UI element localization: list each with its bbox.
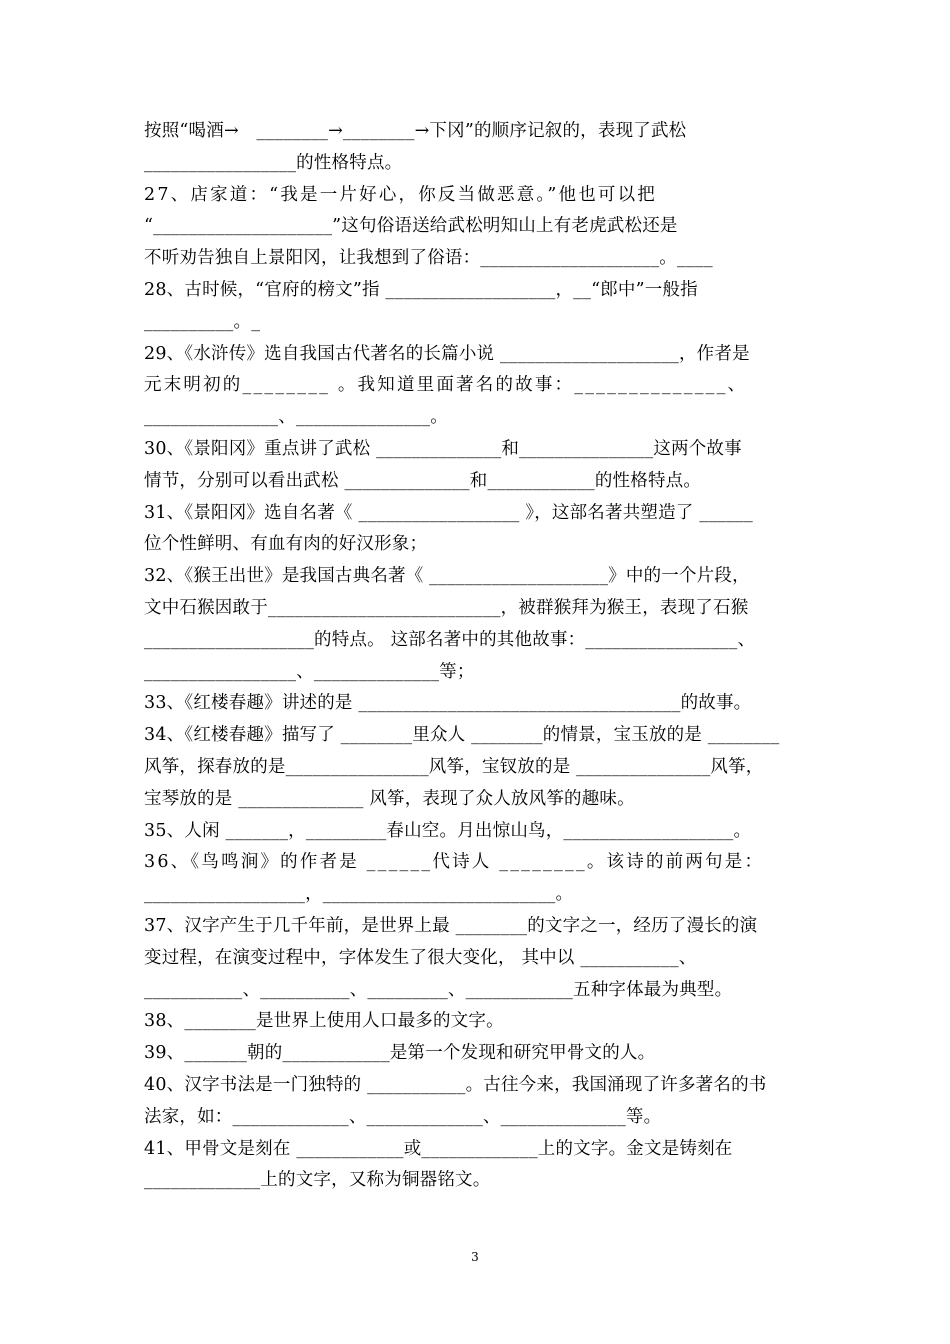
text-line: 位个性鲜明、有血有肉的好汉形象；: [144, 534, 428, 555]
text-line: 按照“喝酒→ ________→________→下冈”的顺序记叙的，表现了武松: [144, 121, 687, 141]
text-line: _____________上的文字，又称为铜器铭文。: [144, 1170, 491, 1191]
text-line: ___________、__________、_________、____________五种字体最为典型。: [144, 979, 733, 1000]
text-line: 28、古时候，“官府的榜文”指 ___________________，__“郎中”一般指: [144, 279, 698, 300]
text-line: 36、《鸟鸣涧》的作者是 ______代诗人 ________。该诗的前两句是：: [144, 852, 765, 873]
text-line: 法家，如：_____________、_____________、______________等。: [144, 1106, 662, 1127]
text-line: 33、《红楼春趣》讲述的是 ____________________________________的故事。: [144, 693, 752, 714]
text-line: 34、《红楼春趣》描写了 ________里众人 ________的情景，宝玉放的是 ________: [144, 725, 780, 746]
text-line: 31、《景阳冈》选自名著《 __________________ 》，这部名著共塑造了 ______: [144, 502, 753, 523]
text-line: “____________________”这句俗语送给武松明知山上有老虎武松还是: [144, 216, 678, 237]
text-line: 39、_______朝的____________是第一个发现和研究甲骨文的人。: [144, 1043, 656, 1064]
text-line: 风筝，探春放的是________________风筝，宝钗放的是 _______________风筝，: [144, 756, 764, 777]
text-line: 37、汉字产生于几千年前，是世界上最 ________的文字之一，经历了漫长的演: [144, 915, 758, 936]
text-line: 38、________是世界上使用人口最多的文字。: [144, 1011, 504, 1032]
text-line: 变过程，在演变过程中，字体发生了很大变化， 其中以 ___________、: [144, 947, 697, 968]
text-line: _________________、______________等；: [144, 661, 475, 682]
text-line: 30、《景阳冈》重点讲了武松 ______________和_______________这两个故事: [144, 438, 742, 459]
text-line: 文中石猴因敢于__________________________，被群猴拜为猴王，表现了石猴: [144, 597, 749, 618]
text-line: __________。_: [144, 311, 261, 332]
text-line: _______________、_______________。: [144, 407, 448, 428]
text-line: 情节，分别可以看出武松 ______________和____________的性格特点。: [144, 470, 702, 491]
text-line: 元末明初的________ 。我知道里面著名的故事：______________、: [144, 375, 748, 396]
text-line: _________________的性格特点。: [144, 152, 403, 173]
text-line: 32、《猴王出世》是我国古典名著《 ____________________》中的一个片段，: [144, 566, 750, 587]
text-line: 27、店家道：“我是一片好心，你反当做恶意。”他也可以把: [144, 184, 658, 205]
text-line: 不听劝告独自上景阳冈，让我想到了俗语：____________________。____: [144, 248, 713, 269]
text-line: 29、《水浒传》选自我国古代著名的长篇小说 ____________________，作者是: [144, 343, 750, 364]
text-line: 35、人闲 _______，_________春山空。月出惊山鸟，___________________。: [144, 820, 752, 841]
text-line: 40、汉字书法是一门独特的 ___________。古往今来，我国涌现了许多著名的书: [144, 1074, 767, 1095]
text-line: ___________________的特点。 这部名著中的其他故事：_________________、: [144, 629, 756, 650]
text-line: __________________，__________________________。: [144, 884, 574, 905]
page-number: 3: [471, 1250, 479, 1264]
worksheet-body: [144, 116, 814, 1197]
text-line: 宝琴放的是 ______________ 风筝，表现了众人放风筝的趣味。: [144, 788, 635, 809]
text-line: 41、甲骨文是刻在 ____________或_____________上的文字。金文是铸刻在: [144, 1138, 733, 1159]
